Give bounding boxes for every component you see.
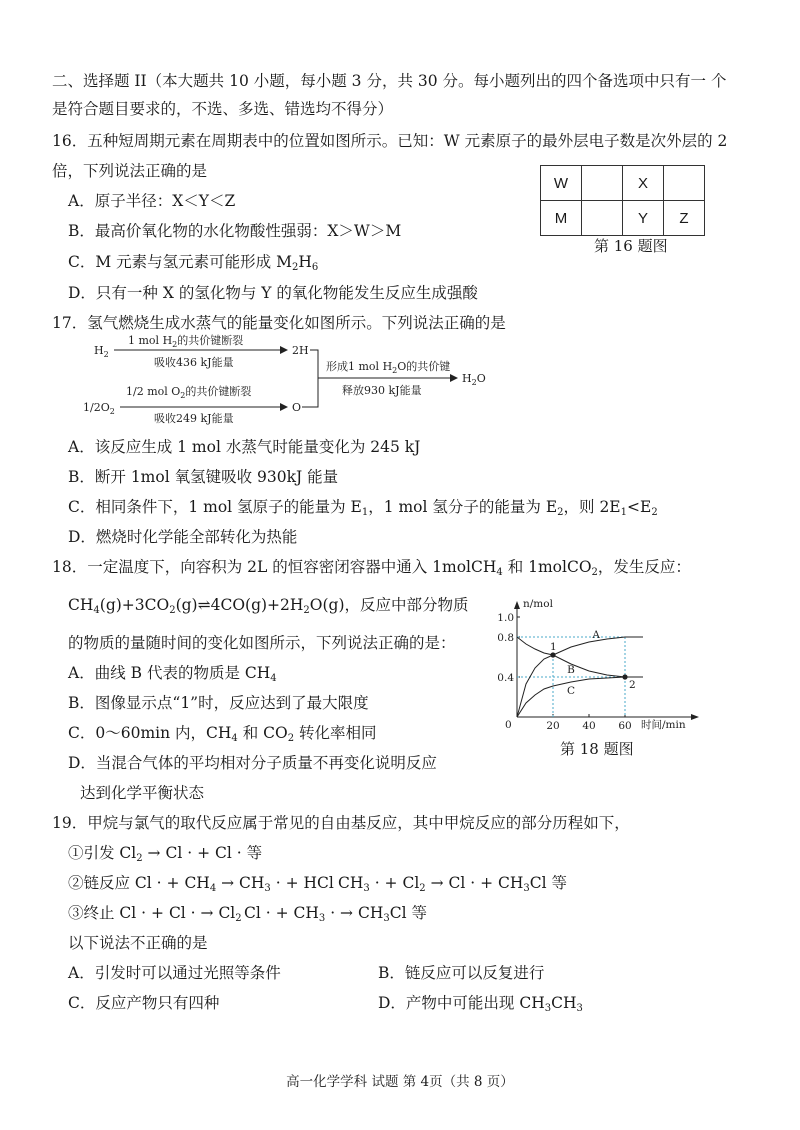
point-1-marker — [550, 652, 555, 657]
q16-stem-line2: 倍，下列说法正确的是 — [52, 162, 208, 180]
series-b-label: B — [567, 664, 575, 676]
two-h-label: 2H — [292, 344, 309, 357]
section-header-line2: 是符合题目要求的，不选、多选、错选均不得分） — [52, 100, 394, 118]
h2o-form-label: 形成1 mol $H_2O$的共价键 — [326, 360, 451, 375]
q18-option-c: C．0～60min 内，$CH_4$ 和 $CO_2$ 转化率相同 — [68, 724, 377, 744]
y-axis-label: n/mol — [523, 598, 553, 610]
series-b-line — [517, 637, 643, 677]
q19-step2: ②链反应 Cl · + $CH_4 \to CH_3$ · + HCl — [68, 874, 334, 894]
q19-step2-right: $CH_3$ · + $Cl_2 \to Cl$ · + $CH_3Cl$ 等 — [338, 874, 568, 894]
y-tick-label: 1.0 — [497, 612, 514, 624]
table-cell — [664, 166, 705, 201]
q16-stem-line1: 16．五种短周期元素在周期表中的位置如图所示。已知：W 元素原子的最外层电子数是次外层的 2 — [52, 132, 728, 150]
q18-stem-line3: 的物质的量随时间的变化如图所示，下列说法正确的是： — [68, 634, 456, 652]
o2-energy-label: 吸收249 kJ能量 — [154, 412, 234, 425]
q17-option-d: D．燃烧时化学能全部转化为热能 — [68, 528, 298, 546]
table-cell: Y — [623, 201, 664, 236]
q19-step1: ①引发 $Cl_2 \to Cl$ · + Cl · 等 — [68, 844, 263, 864]
q19-stem: 19．甲烷与氯气的取代反应属于常见的自由基反应，其中甲烷反应的部分历程如下， — [52, 814, 630, 832]
q19-question: 以下说法不正确的是 — [68, 934, 208, 952]
h2o-label: $H_2O$ — [462, 372, 486, 387]
bracket — [302, 350, 318, 407]
table-cell: Z — [664, 201, 705, 236]
h2o-arrow-head — [450, 374, 458, 382]
q19-step3-right: Cl · + $CH_3$ · → $CH_3Cl$ 等 — [244, 904, 427, 924]
x-axis-arrow — [691, 714, 699, 720]
series-c-label: C — [566, 685, 576, 697]
o2-arrow-head — [280, 403, 288, 411]
q16-option-a: A．原子半径：X＜Y＜Z — [68, 192, 236, 210]
q17-energy-diagram — [80, 332, 520, 432]
q19-option-c: C．反应产物只有四种 — [68, 994, 220, 1012]
x-tick-label: 40 — [582, 720, 596, 730]
q18-stem: 18．一定温度下，向容积为 2L 的恒容密闭容器中通入 1molCH$_4$ 和 1molCO$_2$，发生反应： — [52, 558, 691, 578]
x-axis-label: 时间/min — [641, 719, 686, 730]
h2-label: $H_2$ — [94, 344, 109, 359]
q17-stem: 17．氢气燃烧生成水蒸气的能量变化如图所示。下列说法正确的是 — [52, 314, 506, 332]
table-cell: M — [541, 201, 582, 236]
q18-figure-caption: 第 18 题图 — [560, 740, 634, 758]
q16-option-b: B．最高价氧化物的水化物酸性强弱：X＞W＞M — [68, 222, 402, 240]
h2-break-label: 1 mol $H_2$的共价键断裂 — [128, 334, 244, 349]
y-tick-label: 0.4 — [497, 672, 514, 684]
q19-option-a: A．引发时可以通过光照等条件 — [68, 964, 281, 982]
table-cell — [582, 201, 623, 236]
h2-arrow-head — [280, 346, 288, 354]
page-footer: 高一化学学科 试题 第 4页（共 8 页） — [286, 1074, 514, 1090]
table-cell: W — [541, 166, 582, 201]
y-axis-arrow — [514, 601, 520, 609]
o-label: O — [292, 401, 302, 414]
origin-label: 0 — [505, 719, 512, 730]
o2-break-label: 1/2 mol $O_2$的共价键断裂 — [126, 385, 252, 400]
q18-option-b: B．图像显示点“1”时，反应达到了最大限度 — [68, 694, 369, 712]
q18-chart — [495, 595, 705, 730]
q17-option-b: B．断开 1mol 氧氢键吸收 930kJ 能量 — [68, 468, 339, 486]
q19-option-d: D．产物中可能出现 $CH_3CH_3$ — [378, 994, 583, 1014]
x-tick-label: 20 — [546, 720, 560, 730]
point-2-label: 2 — [629, 679, 636, 691]
q18-equation: $CH_4(g)+3CO_2(g)\rightleftharpoons 4CO(g)+2H_2O(g)$，反应中部分物质 — [68, 596, 469, 616]
table-cell — [582, 166, 623, 201]
q19-step3: ③终止 Cl · + Cl · → $Cl_2$ — [68, 904, 242, 924]
q16-periodic-table — [540, 165, 705, 236]
point-1-label: 1 — [550, 641, 557, 653]
o2-label: $1/2O_2$ — [83, 401, 115, 416]
y-tick-label: 0.8 — [497, 632, 514, 644]
q18-option-a: A．曲线 B 代表的物质是 $CH_4$ — [68, 664, 277, 684]
q16-figure-caption: 第 16 题图 — [594, 237, 668, 255]
h2-energy-label: 吸收436 kJ能量 — [154, 356, 234, 369]
equilibrium-arrow-icon: ⇌ — [197, 596, 211, 614]
x-tick-label: 60 — [618, 720, 632, 730]
point-2-marker — [622, 674, 627, 679]
q18-option-d-line1: D．当混合气体的平均相对分子质量不再变化说明反应 — [68, 754, 437, 772]
q19-option-b: B．链反应可以反复进行 — [378, 964, 545, 982]
q16-option-c: C．M 元素与氢元素可能形成 $M_2H_6$ — [68, 253, 319, 273]
q17-option-c: C．相同条件下，1 mol 氢原子的能量为 $E_1$，1 mol 氢分子的能量为 $E_2$，则 $2E_1<E_2$ — [68, 498, 658, 518]
q17-option-a: A．该反应生成 1 mol 水蒸气时能量变化为 245 kJ — [68, 438, 421, 456]
series-a-label: A — [592, 629, 600, 641]
h2o-energy-label: 释放930 kJ能量 — [342, 384, 422, 397]
q16-option-d: D．只有一种 X 的氢化物与 Y 的氧化物能发生反应生成强酸 — [68, 284, 478, 302]
series-c-line — [517, 677, 643, 717]
section-header-line1: 二、选择题 II（本大题共 10 小题，每小题 3 分，共 30 分。每小题列出的四个备选项中只有一 个 — [52, 72, 727, 90]
q18-option-d-line2: 达到化学平衡状态 — [80, 784, 205, 802]
table-cell: X — [623, 166, 664, 201]
